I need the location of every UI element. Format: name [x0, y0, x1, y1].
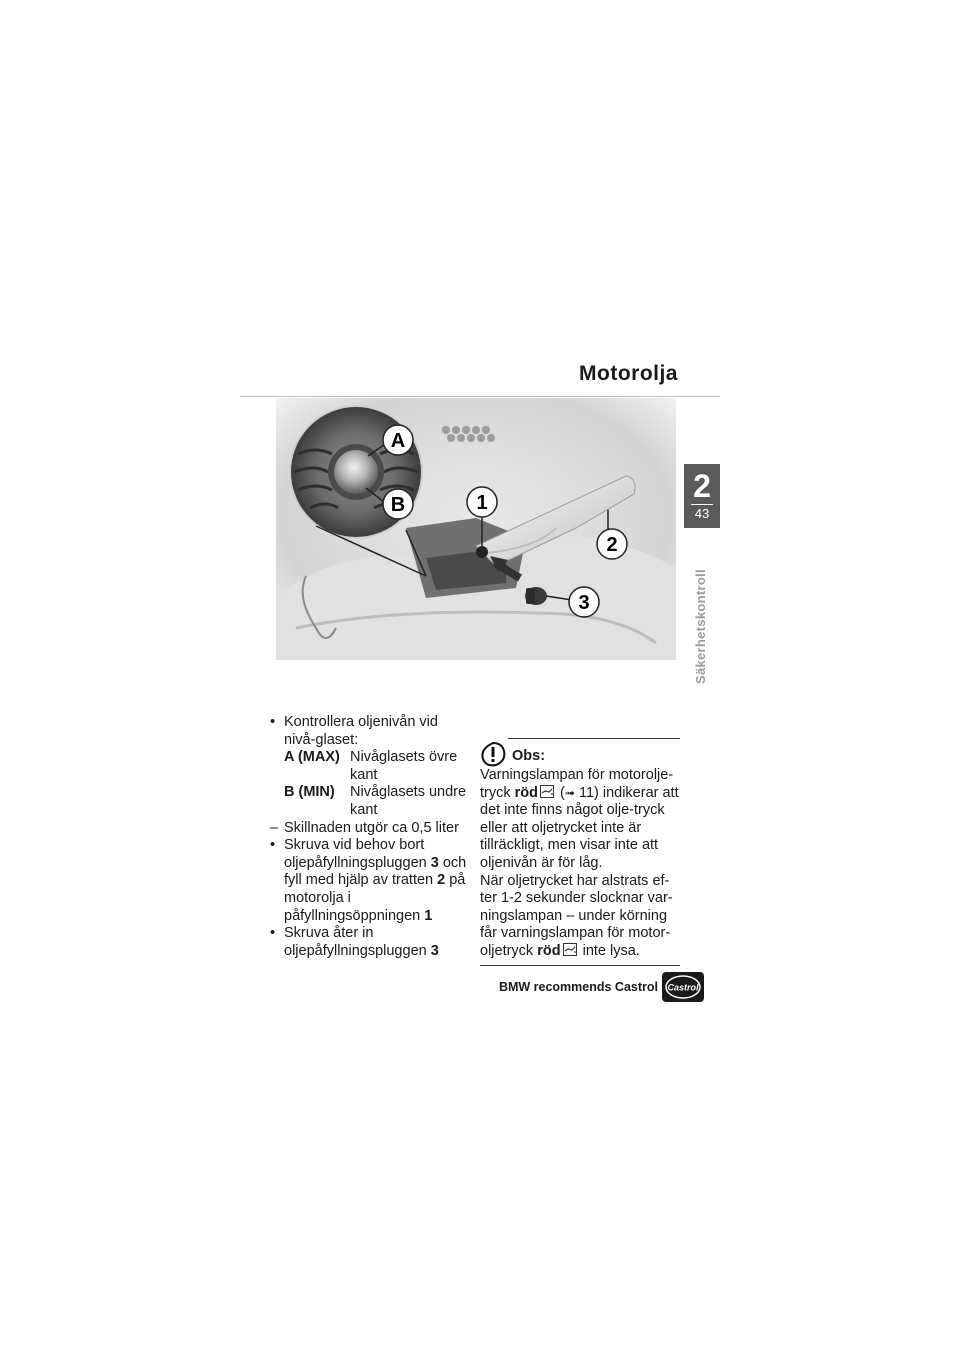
note-heading-text: Obs: [512, 748, 546, 765]
page-reference-arrow-icon: ➟ [564, 785, 575, 800]
note-p1-paren: ( [556, 784, 565, 801]
fill-oil-ref-3: 3 [430, 854, 439, 871]
fill-oil-text-c: på motorolja i påfyllningsöppningen [284, 872, 466, 924]
fill-oil-text-a: Skruva vid behov bort oljepåfyllningspluggen [284, 837, 431, 871]
section-label-text: Säkerhetskontroll [693, 569, 708, 684]
note-paragraph-1 [480, 767, 680, 873]
callout-2: 2 [606, 534, 618, 556]
note-bottom-rule [480, 965, 680, 966]
definition-min [270, 784, 470, 819]
callout-3: 3 [578, 592, 590, 614]
fill-oil-text-b: och fyll med hjälp av tratten [284, 854, 467, 889]
note-paragraph-2 [480, 873, 680, 961]
instruction-refit-plug [270, 925, 470, 960]
warning-icon [480, 741, 506, 767]
section-side-label [693, 569, 713, 684]
oil-filler-photo [276, 398, 676, 660]
oil-filler-figure [276, 398, 676, 660]
oil-pressure-lamp-icon [540, 785, 554, 798]
definition-max-desc: Nivåglasets övre kant [350, 749, 458, 783]
svg-text:Castrol: Castrol [667, 982, 699, 993]
oil-pressure-lamp-icon [563, 943, 577, 956]
page-number: 43 [694, 506, 710, 521]
fill-oil-ref-1: 1 [424, 907, 433, 924]
instructions-column [270, 714, 470, 960]
definition-max [270, 749, 470, 784]
chapter-tab [684, 464, 720, 528]
note-p2-text-b: inte lysa. [578, 942, 640, 959]
note-top-rule [508, 738, 680, 739]
instruction-difference: – Skillnaden utgör ca 0,5 liter [270, 820, 470, 838]
instruction-check-level: • Kontrollera oljenivån vid nivå-glaset: [270, 714, 470, 749]
definition-max-term: A (MAX) [284, 749, 340, 766]
page-title: Motorolja [579, 362, 678, 385]
castrol-logo [662, 972, 704, 1002]
note-p1-red: röd [514, 784, 538, 801]
refit-plug-text: Skruva åter in oljepåfyllningspluggen [284, 925, 431, 959]
definition-min-term: B (MIN) [284, 784, 335, 801]
note-p2-red: röd [537, 942, 561, 959]
callout-a: A [390, 430, 406, 452]
note-p1-text-b: 11) indikerar att det inte finns något olje-tryck eller att oljetrycket inte är tillräckligt, men visar inte att oljenivån är för låg. [480, 784, 679, 871]
callout-1: 1 [476, 492, 488, 514]
chapter-number: 2 [693, 468, 711, 504]
instruction-fill-oil [270, 837, 470, 925]
definition-min-desc: Nivåglasets undre kant [350, 784, 467, 818]
fill-oil-ref-2: 2 [437, 872, 446, 889]
note-p1-text-a: Varningslampan för motorolje-tryck [480, 767, 674, 801]
note-p2-text-a: När oljetrycket har alstrats ef-ter 1-2 sekunder slocknar var-ningslampan – under körning får varningslampan för motor-oljetryck [480, 872, 673, 959]
title-divider [240, 396, 720, 397]
callout-b: B [390, 494, 406, 516]
note-heading [480, 741, 680, 767]
footer-text: BMW recommends Castrol [498, 980, 658, 994]
refit-plug-ref-3: 3 [430, 942, 439, 959]
footer-brand [499, 972, 704, 1002]
note-box [480, 738, 680, 966]
